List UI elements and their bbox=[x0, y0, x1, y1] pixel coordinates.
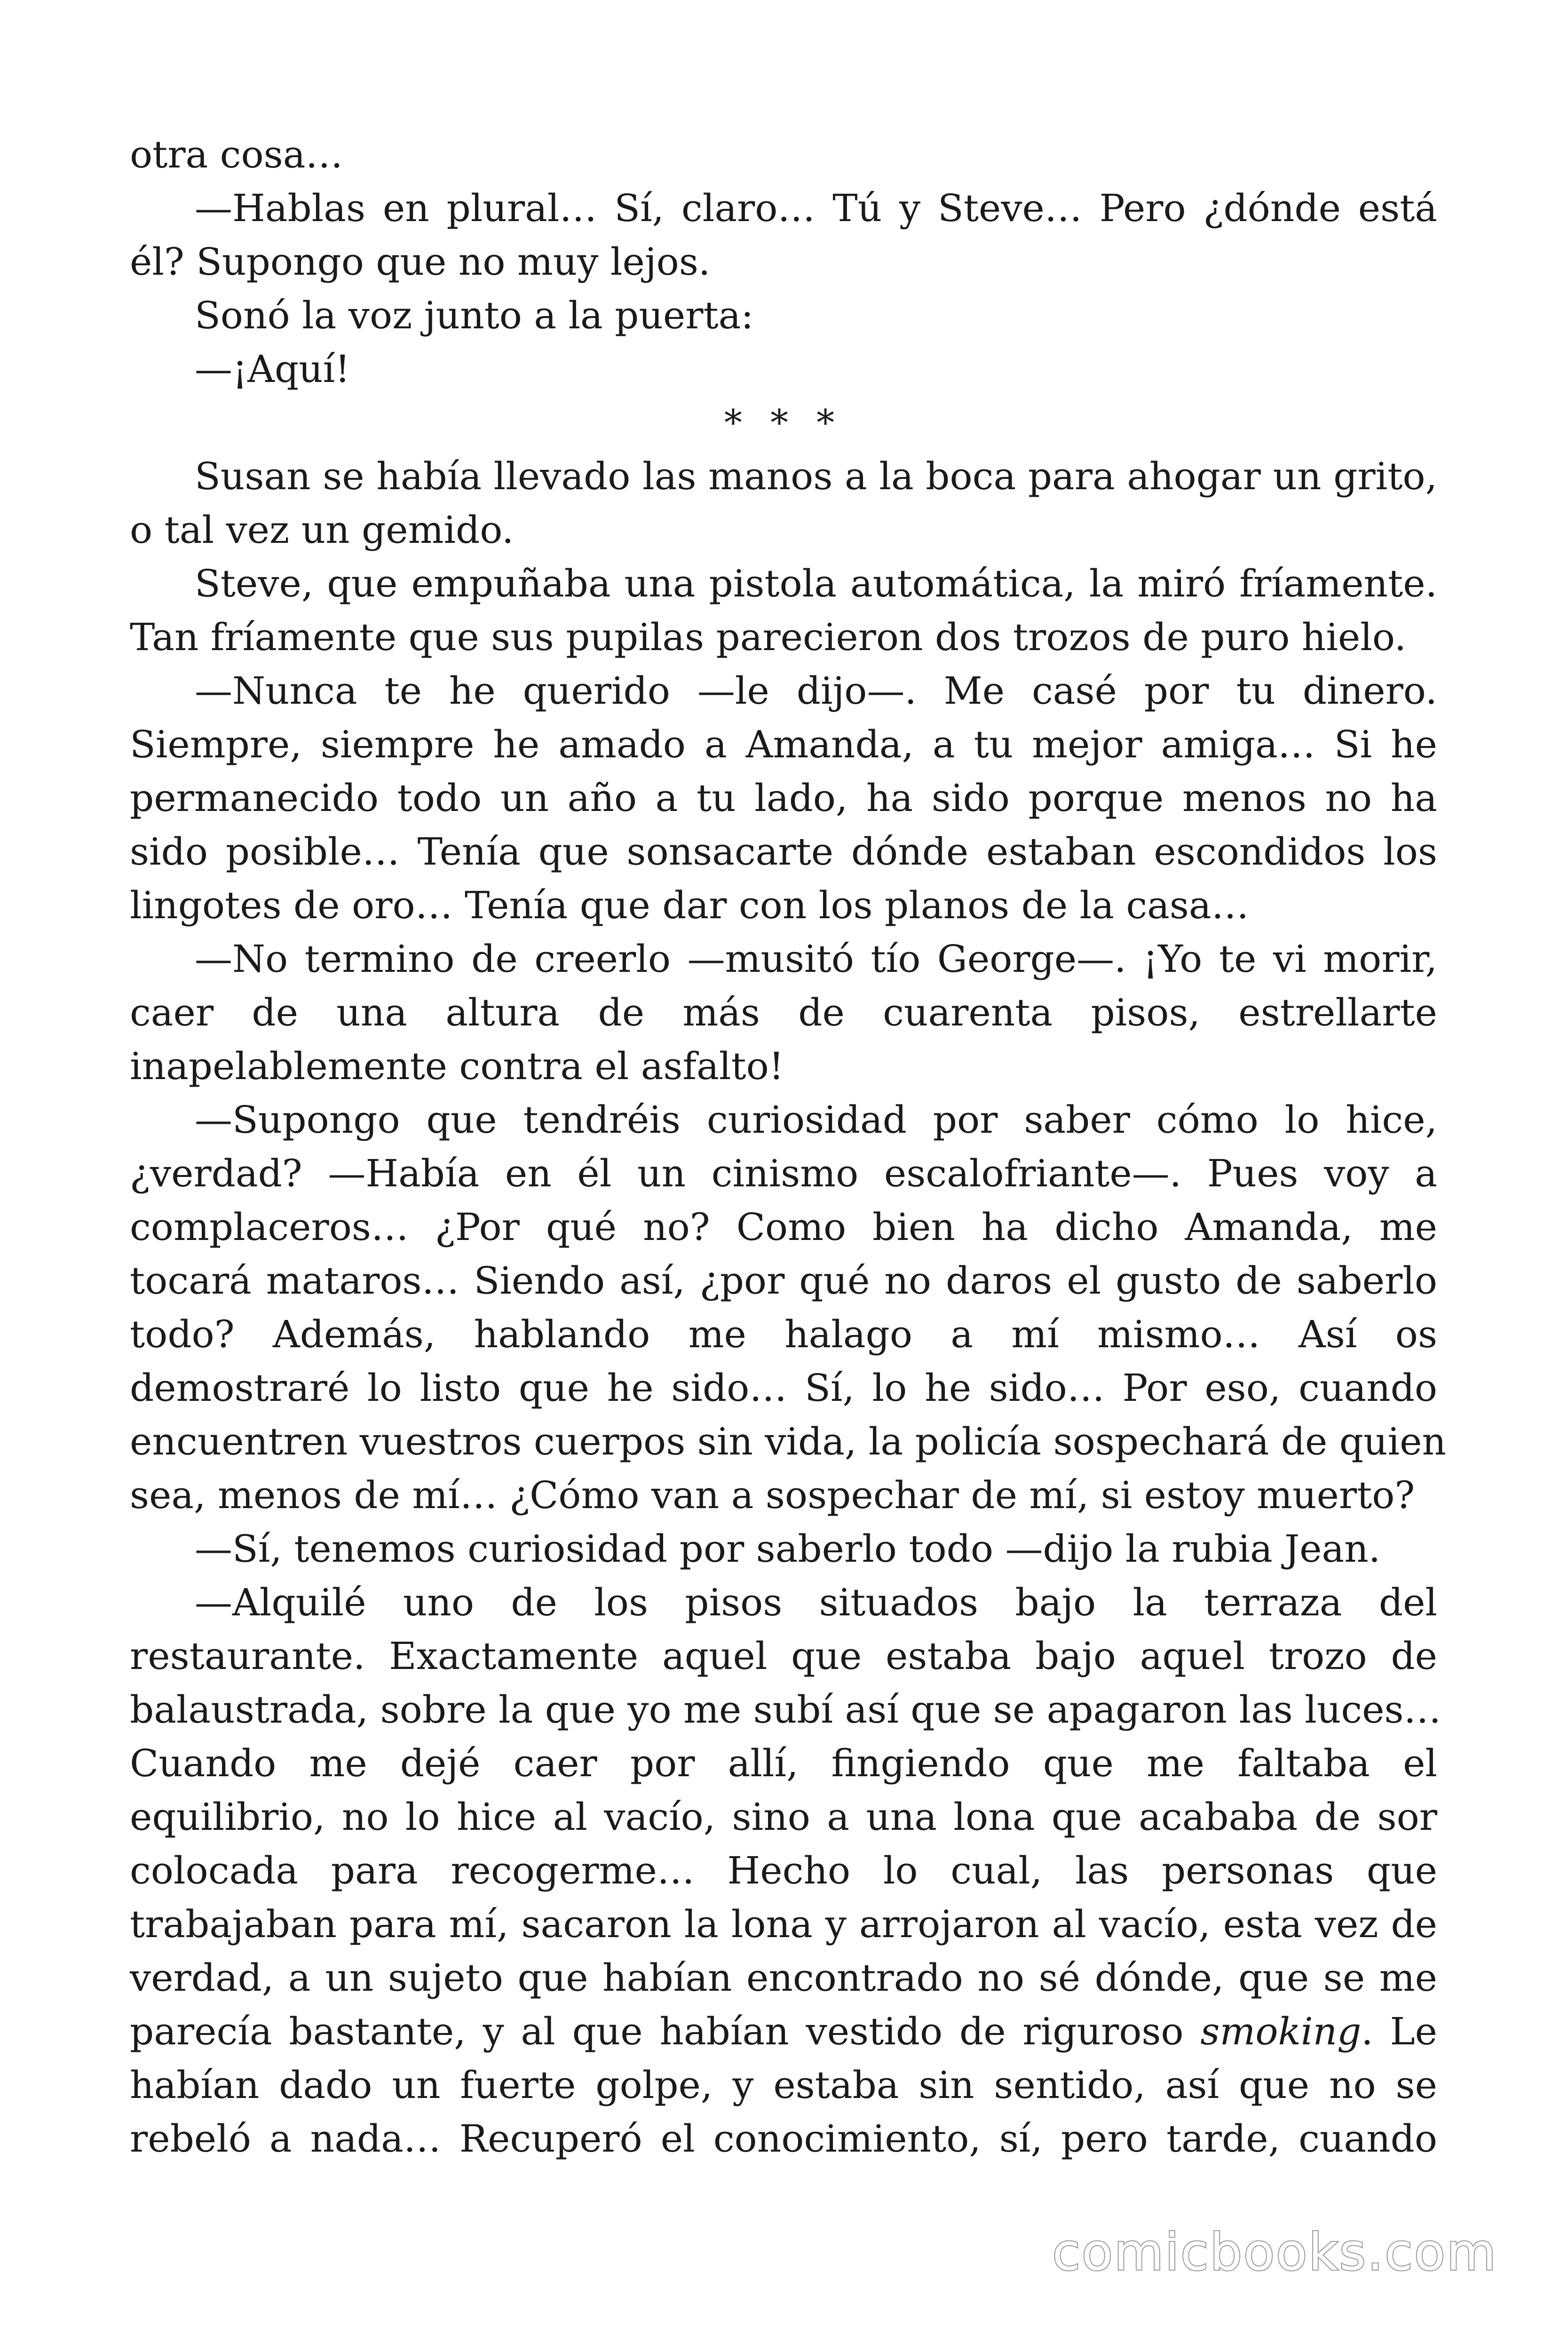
text-line: Steve, que empuñaba una pistola automática, la miró fríamente. bbox=[195, 562, 1437, 605]
section-separator: * * * bbox=[724, 402, 843, 444]
text-line bbox=[130, 2005, 1437, 2058]
text-line: restaurante. Exactamente aquel que estaba bajo aquel trozo de bbox=[130, 1634, 1437, 1678]
text-line: lingotes de oro… Tenía que dar con los planos de la casa… bbox=[130, 883, 1249, 927]
italic-word: smoking bbox=[1200, 2010, 1362, 2053]
text-line: Tan fríamente que sus pupilas parecieron dos trozos de puro hielo. bbox=[130, 615, 1407, 659]
page-body-text bbox=[130, 128, 1446, 2166]
text-line: —Sí, tenemos curiosidad por saberlo todo —dijo la rubia Jean. bbox=[195, 1527, 1381, 1571]
text-line: Sonó la voz junto a la puerta: bbox=[195, 294, 754, 337]
text-line: ¿verdad? —Había en él un cinismo escalofriante—. Pues voy a bbox=[130, 1152, 1437, 1195]
text-segment: . Le bbox=[1361, 2010, 1438, 2053]
text-line: complaceros… ¿Por qué no? Como bien ha dicho Amanda, me bbox=[130, 1205, 1437, 1249]
text-line: —Alquilé uno de los pisos situados bajo la terraza del bbox=[195, 1581, 1437, 1624]
text-segment: parecía bastante, y al que habían vestido de riguroso bbox=[130, 2010, 1184, 2053]
text-line: permanecido todo un año a tu lado, ha sido porque menos no ha bbox=[130, 776, 1437, 820]
text-line: Cuando me dejé caer por allí, fingiendo que me faltaba el bbox=[130, 1741, 1437, 1785]
text-line: —Hablas en plural… Sí, claro… Tú y Steve… Pero ¿dónde está bbox=[195, 186, 1437, 230]
text-line: otra cosa… bbox=[130, 133, 343, 176]
text-line: encuentren vuestros cuerpos sin vida, la policía sospechará de quien bbox=[130, 1420, 1446, 1463]
text-line: tocará mataros… Siendo así, ¿por qué no daros el gusto de saberlo bbox=[130, 1259, 1437, 1303]
text-line: él? Supongo que no muy lejos. bbox=[130, 240, 711, 284]
text-line: colocada para recogerme… Hecho lo cual, las personas que bbox=[130, 1849, 1437, 1892]
text-line: verdad, a un sujeto que habían encontrado no sé dónde, que se me bbox=[130, 1956, 1437, 2000]
text-line: —¡Aquí! bbox=[195, 347, 350, 391]
text-line: rebeló a nada… Recuperó el conocimiento, sí, pero tarde, cuando bbox=[130, 2117, 1437, 2161]
watermark: comicbooks.com bbox=[1052, 2223, 1497, 2282]
text-line: sea, menos de mí… ¿Cómo van a sospechar de mí, si estoy muerto? bbox=[130, 1473, 1415, 1517]
text-line: sido posible… Tenía que sonsacarte dónde estaban escondidos los bbox=[130, 830, 1437, 874]
text-line: —Supongo que tendréis curiosidad por saber cómo lo hice, bbox=[195, 1098, 1437, 1142]
text-line: —Nunca te he querido —le dijo—. Me casé por tu dinero. bbox=[195, 669, 1437, 713]
text-line: equilibrio, no lo hice al vacío, sino a una lona que acababa de sor bbox=[130, 1795, 1437, 1839]
text-line: Siempre, siempre he amado a Amanda, a tu mejor amiga… Si he bbox=[130, 723, 1437, 766]
text-line: demostraré lo listo que he sido… Sí, lo he sido… Por eso, cuando bbox=[130, 1366, 1437, 1410]
text-line: o tal vez un gemido. bbox=[130, 508, 514, 552]
text-line: inapelablemente contra el asfalto! bbox=[130, 1044, 784, 1088]
text-line: Susan se había llevado las manos a la boca para ahogar un grito, bbox=[195, 454, 1437, 498]
text-line: trabajaban para mí, sacaron la lona y arrojaron al vacío, esta vez de bbox=[130, 1902, 1437, 1946]
text-line: —No termino de creerlo —musitó tío George—. ¡Yo te vi morir, bbox=[195, 937, 1437, 981]
text-line: balaustrada, sobre la que yo me subí así que se apagaron las luces… bbox=[130, 1688, 1441, 1732]
text-line: habían dado un fuerte golpe, y estaba sin sentido, así que no se bbox=[130, 2063, 1437, 2107]
text-line: caer de una altura de más de cuarenta pisos, estrellarte bbox=[130, 991, 1437, 1034]
text-line: todo? Además, hablando me halago a mí mismo… Así os bbox=[130, 1312, 1437, 1356]
